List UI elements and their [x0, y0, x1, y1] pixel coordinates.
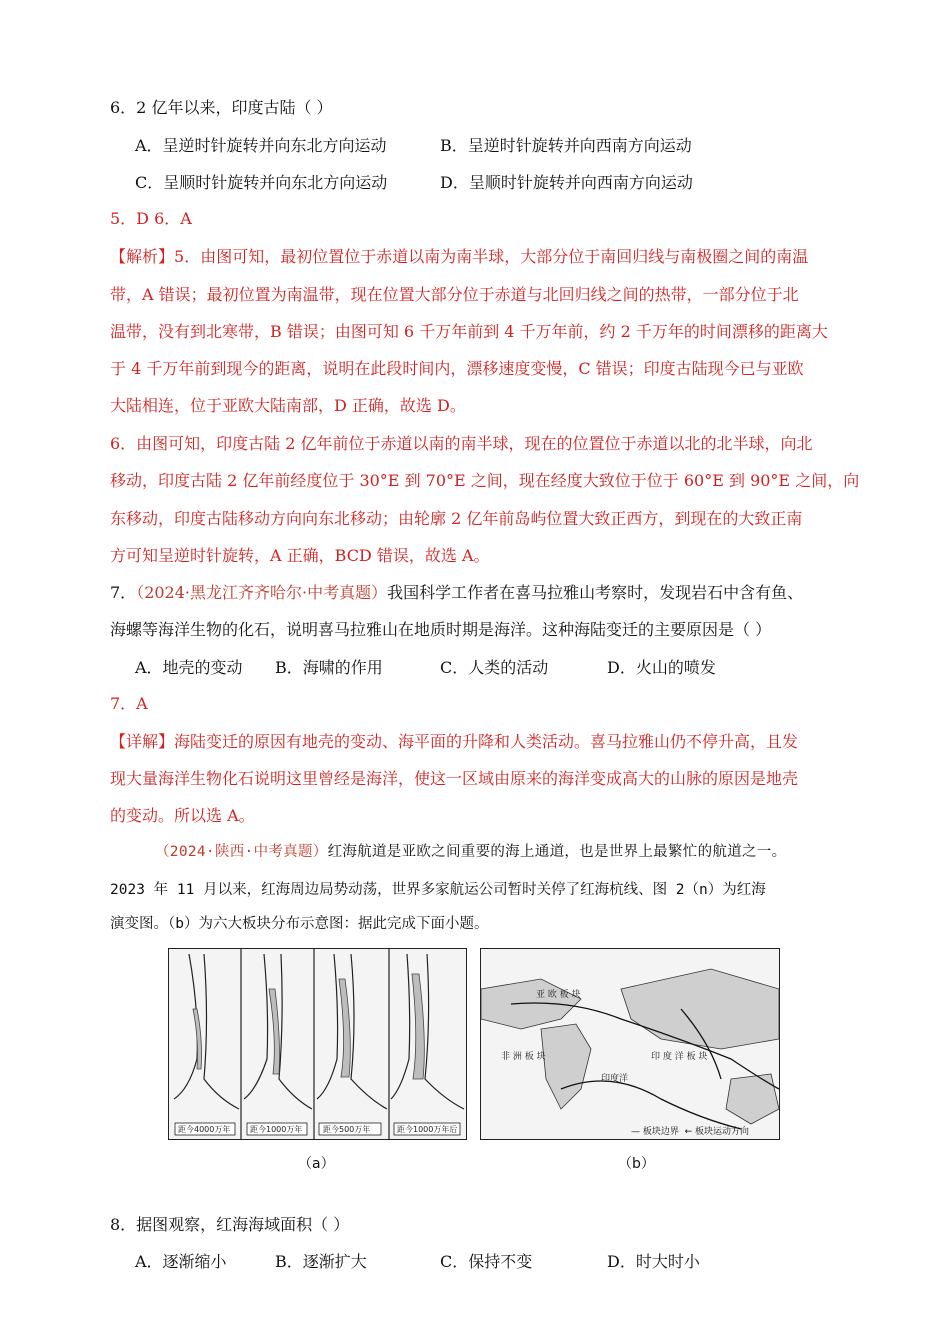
- red-sea-evolution-map: [169, 949, 466, 1139]
- panel-label-4: 距今1000万年后: [397, 1125, 458, 1134]
- detail-tag: 【详解】: [110, 732, 175, 751]
- figure-a-evolution: [168, 948, 467, 1140]
- panel-label-2: 距今1000万年: [250, 1125, 303, 1134]
- answer-7: 7．A: [110, 694, 148, 713]
- caption-b: （b）: [618, 1156, 655, 1172]
- caption-a: （a）: [298, 1156, 335, 1172]
- q7-option-c: C．人类的活动: [440, 658, 549, 677]
- passage-source: （2024·陕西·中考真题）: [155, 844, 328, 860]
- passage-line2: 2023 年 11 月以来，红海周边局势动荡，世界多家航运公司暂时关停了红海杭线、图 2（n）为红海: [110, 882, 766, 898]
- analysis5-line1: [110, 244, 808, 267]
- q7-option-d: D．火山的喷发: [607, 658, 716, 677]
- analysis6-line3: 东移动，印度古陆移动方向向东北移动；由轮廓 2 亿年前岛屿位置大致正西方，到现在的大致正南: [110, 509, 803, 528]
- q7-text1: 我国科学工作者在喜马拉雅山考察时，发现岩石中含有鱼、: [387, 583, 804, 602]
- q7-number: 7．: [110, 583, 137, 602]
- q8-stem: 8．据图观察，红海海域面积（ ）: [110, 1215, 350, 1234]
- legend-boundary: — 板块边界: [631, 1127, 679, 1137]
- q7-line1: [110, 580, 803, 603]
- answer-5-6: 5．D 6．A: [110, 209, 192, 228]
- q8-option-c: C．保持不变: [440, 1252, 533, 1271]
- q7-option-b: B．海啸的作用: [275, 658, 383, 677]
- q6-option-a: A．呈逆时针旋转并向东北方向运动: [135, 136, 387, 155]
- analysis5-line5: 大陆相连，位于亚欧大陆南部，D 正确，故选 D。: [110, 396, 466, 415]
- label-eurasian-plate: 亚 欧 板 块: [536, 990, 581, 1000]
- analysis5-line3: 温带，没有到北寒带，B 错误；由图可知 6 千万年前到 4 千万年前，约 2 千万年的时间漂移的距离大: [110, 322, 828, 341]
- q8-option-d: D．时大时小: [607, 1252, 700, 1271]
- label-indian-plate: 印 度 洋 板 块: [651, 1052, 708, 1062]
- passage-text1: 红海航道是亚欧之间重要的海上通道，也是世界上最繁忙的航道之一。: [327, 844, 787, 860]
- detail7-line2: 现大量海洋生物化石说明这里曾经是海洋，使这一区域由原来的海洋变成高大的山脉的原因是地壳: [110, 769, 799, 788]
- q7-line2: 海螺等海洋生物的化石，说明喜马拉雅山在地质时期是海洋。这种海陆变迁的主要原因是（ ）: [110, 620, 772, 639]
- legend-b: [631, 1124, 749, 1137]
- analysis5-line2: 带，A 错误；最初位置为南温带，现在位置大部分位于赤道与北回归线之间的热带，一部分位于北: [110, 285, 799, 304]
- detail7-line1: [110, 729, 798, 752]
- legend-direction: ← 板块运动方向: [684, 1127, 750, 1137]
- panel-label-3: 距今500万年: [323, 1125, 371, 1134]
- label-indian-ocean: 印度洋: [601, 1074, 629, 1084]
- detail7-line3: 的变动。所以选 A。: [110, 806, 255, 825]
- q7-option-a: A．地壳的变动: [135, 658, 243, 677]
- plate-distribution-map: [481, 949, 779, 1139]
- passage-line1: [155, 840, 786, 861]
- panel-label-1: 距今4000万年: [178, 1125, 231, 1134]
- q6-stem: 6．2 亿年以来，印度古陆（ ）: [110, 98, 333, 117]
- figure-b-plates: [480, 948, 780, 1140]
- analysis6-line1: 6．由图可知，印度古陆 2 亿年前位于赤道以南的南半球，现在的位置位于赤道以北的北半球，向北: [110, 434, 813, 453]
- label-african-plate: 非 洲 板 块: [501, 1052, 546, 1062]
- passage-line3: 演变图。（b）为六大板块分布示意图：据此完成下面小题。: [110, 916, 489, 932]
- q8-option-b: B．逐渐扩大: [275, 1252, 367, 1271]
- red-sea-figure: [163, 948, 783, 1178]
- q7-source: （2024·黑龙江齐齐哈尔·中考真题）: [136, 583, 388, 602]
- q6-option-c: C．呈顺时针旋转并向东北方向运动: [135, 173, 388, 192]
- q8-option-a: A．逐渐缩小: [135, 1252, 227, 1271]
- analysis6-line4: 方可知呈逆时针旋转，A 正确，BCD 错误，故选 A。: [110, 546, 490, 565]
- detail7-text: 海陆变迁的原因有地壳的变动、海平面的升降和人类活动。喜马拉雅山仍不停升高，且发: [174, 732, 799, 751]
- analysis5-text: 5．由图可知，最初位置位于赤道以南为南半球，大部分位于南回归线与南极圈之间的南温: [174, 247, 809, 266]
- analysis-tag: 【解析】: [110, 247, 175, 266]
- q6-option-d: D．呈顺时针旋转并向西南方向运动: [440, 173, 693, 192]
- analysis5-line4: 于 4 千万年前到现今的距离，说明在此段时间内，漂移速度变慢，C 错误；印度古陆现今已与亚欧: [110, 359, 804, 378]
- analysis6-line2: 移动，印度古陆 2 亿年前经度位于 30°E 到 70°E 之间，现在经度大致位于位于 60°E 到 90°E 之间，向: [110, 471, 860, 490]
- q6-option-b: B．呈逆时针旋转并向西南方向运动: [440, 136, 692, 155]
